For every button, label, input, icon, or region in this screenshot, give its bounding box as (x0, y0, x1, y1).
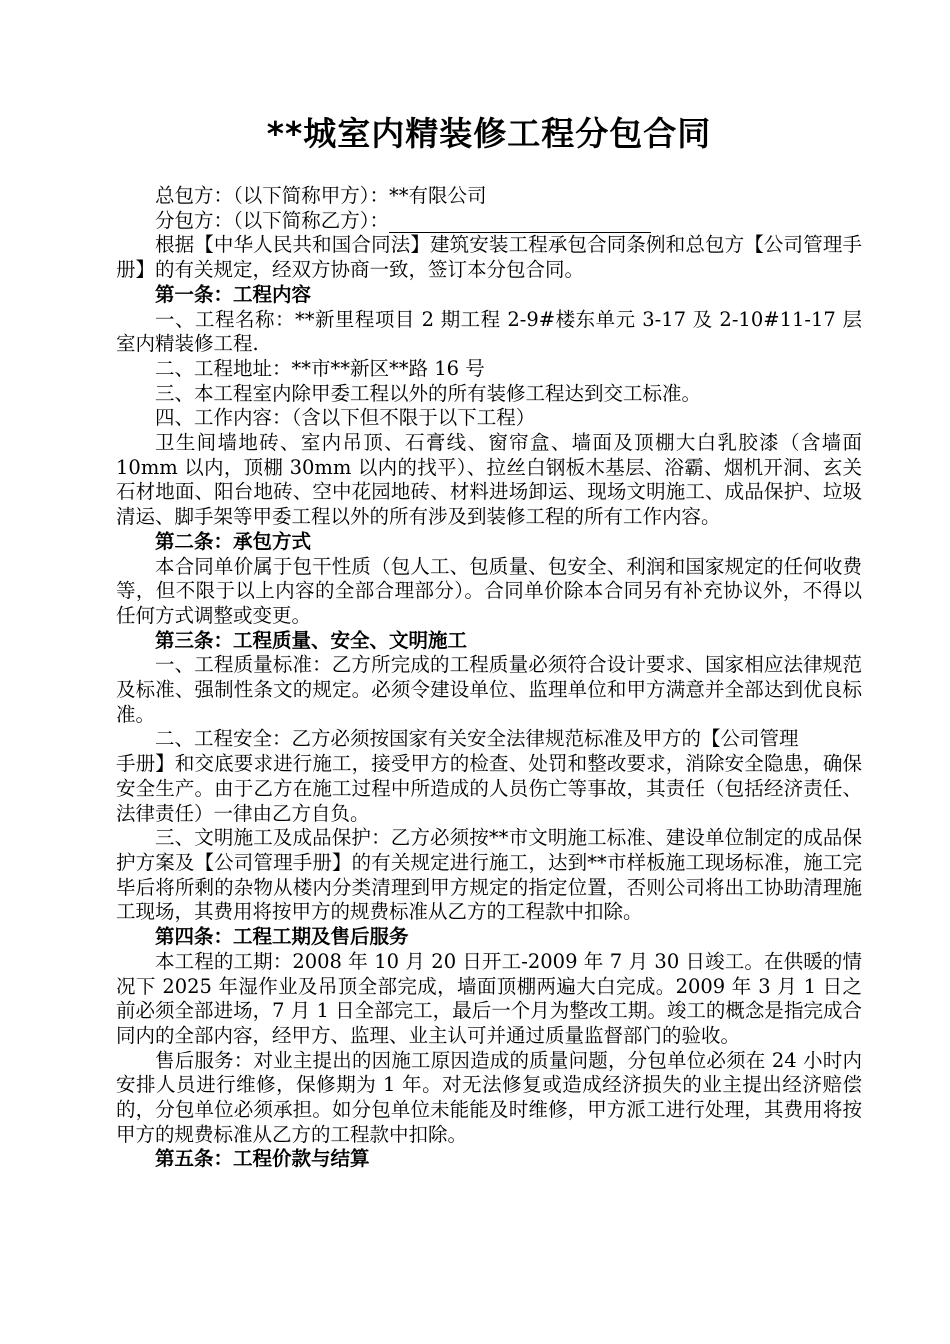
article-4-heading: 第四条：工程工期及售后服务 (155, 925, 409, 949)
intro-paragraph: 根据【中华人民共和国合同法】建筑安装工程承包合同条例和总包方【公司管理手册】的有关规定，经双方协商一致，签订本分包合同。 (116, 233, 862, 282)
article-2-heading: 第二条：承包方式 (155, 529, 312, 553)
article-1-work-scope: 卫生间墙地砖、室内吊顶、石膏线、窗帘盒、墙面及顶棚大白乳胶漆（含墙面 10mm 以内，顶棚 30mm 以内的找平）、拉丝白钢板木基层、浴霸、烟机开洞、玄关石材地面、阳台地砖、空中花园地砖、材料进场卸运、现场文明施工、成品保护、垃圾清运、脚手架等甲委工程以外的所有涉及到装修工程的所有工作内容。 (116, 431, 862, 529)
article-3-item-3: 三、文明施工及成品保护：乙方必须按**市文明施工标准、建设单位制定的成品保护方案及【公司管理手册】的有关规定进行施工，达到**市样板施工现场标准，施工完毕后将所剩的杂物从楼内分类清理到甲方规定的指定位置，否则公司将出工协助清理施工现场，其费用将按甲方的规费标准从乙方的工程款中扣除。 (116, 826, 862, 924)
article-1-heading: 第一条：工程内容 (155, 282, 312, 306)
article-1-item-1: 一、工程名称：**新里程项目 2 期工程 2-9#楼东单元 3-17 及 2-10#11-17 层室内精装修工程. (116, 307, 862, 356)
article-4-schedule: 本工程的工期：2008 年 10 月 20 日开工-2009 年 7 月 30 日竣工。在供暖的情况下 2025 年湿作业及吊顶全部完成，墙面顶棚两遍大白完成。2009 年 3 月 1 日之前必须全部进场，7 月 1 日全部完工，最后一个月为整改工期。竣工的概念是指完成合同内的全部内容，经甲方、监理、业主认可并通过质量监督部门的验收。 (116, 949, 862, 1047)
party-b-blank-line (389, 212, 651, 233)
party-a-line: 总包方：（以下简称甲方）：**有限公司 (155, 184, 487, 207)
article-3-item-2b: 手册】和交底要求进行施工，接受甲方的检查、处罚和整改要求，消除安全隐患，确保安全生产。由于乙方在施工过程中所造成的人员伤亡等事故，其责任（包括经济责任、法律责任）一律由乙方自负。 (116, 752, 862, 825)
document-title: **城室内精装修工程分包合同 (266, 114, 712, 153)
article-3-item-2a: 二、工程安全：乙方必须按国家有关安全法律规范标准及甲方的【公司管理 (155, 727, 799, 751)
article-1-item-2: 二、工程地址：**市**新区**路 16 号 (155, 356, 485, 380)
article-2-paragraph: 本合同单价属于包干性质（包人工、包质量、包安全、利润和国家规定的任何收费等，但不限于以上内容的全部合理部分）。合同单价除本合同另有补充协议外，不得以任何方式调整或变更。 (116, 554, 862, 627)
article-5-heading: 第五条：工程价款与结算 (155, 1147, 370, 1171)
article-4-after-sales: 售后服务：对业主提出的因施工原因造成的质量问题，分包单位必须在 24 小时内安排人员进行维修，保修期为 1 年。对无法修复或造成经济损失的业主提出经济赔偿的，分包单位必须承担。如分包单位未能能及时维修，甲方派工进行处理，其费用将按甲方的规费标准从乙方的工程款中扣除。 (116, 1048, 862, 1146)
article-3-heading: 第三条：工程质量、安全、文明施工 (155, 628, 468, 652)
article-1-item-3: 三、本工程室内除甲委工程以外的所有装修工程达到交工标准。 (155, 381, 702, 405)
party-b-label: 分包方：（以下简称乙方）： (155, 208, 390, 232)
article-1-item-4: 四、工作内容：（含以下但不限于以下工程） (155, 406, 536, 430)
party-b-line (116, 209, 862, 234)
article-3-item-1: 一、工程质量标准：乙方所完成的工程质量必须符合设计要求、国家相应法律规范及标准、强制性条文的规定。必须令建设单位、监理单位和甲方满意并全部达到优良标准。 (116, 653, 862, 726)
